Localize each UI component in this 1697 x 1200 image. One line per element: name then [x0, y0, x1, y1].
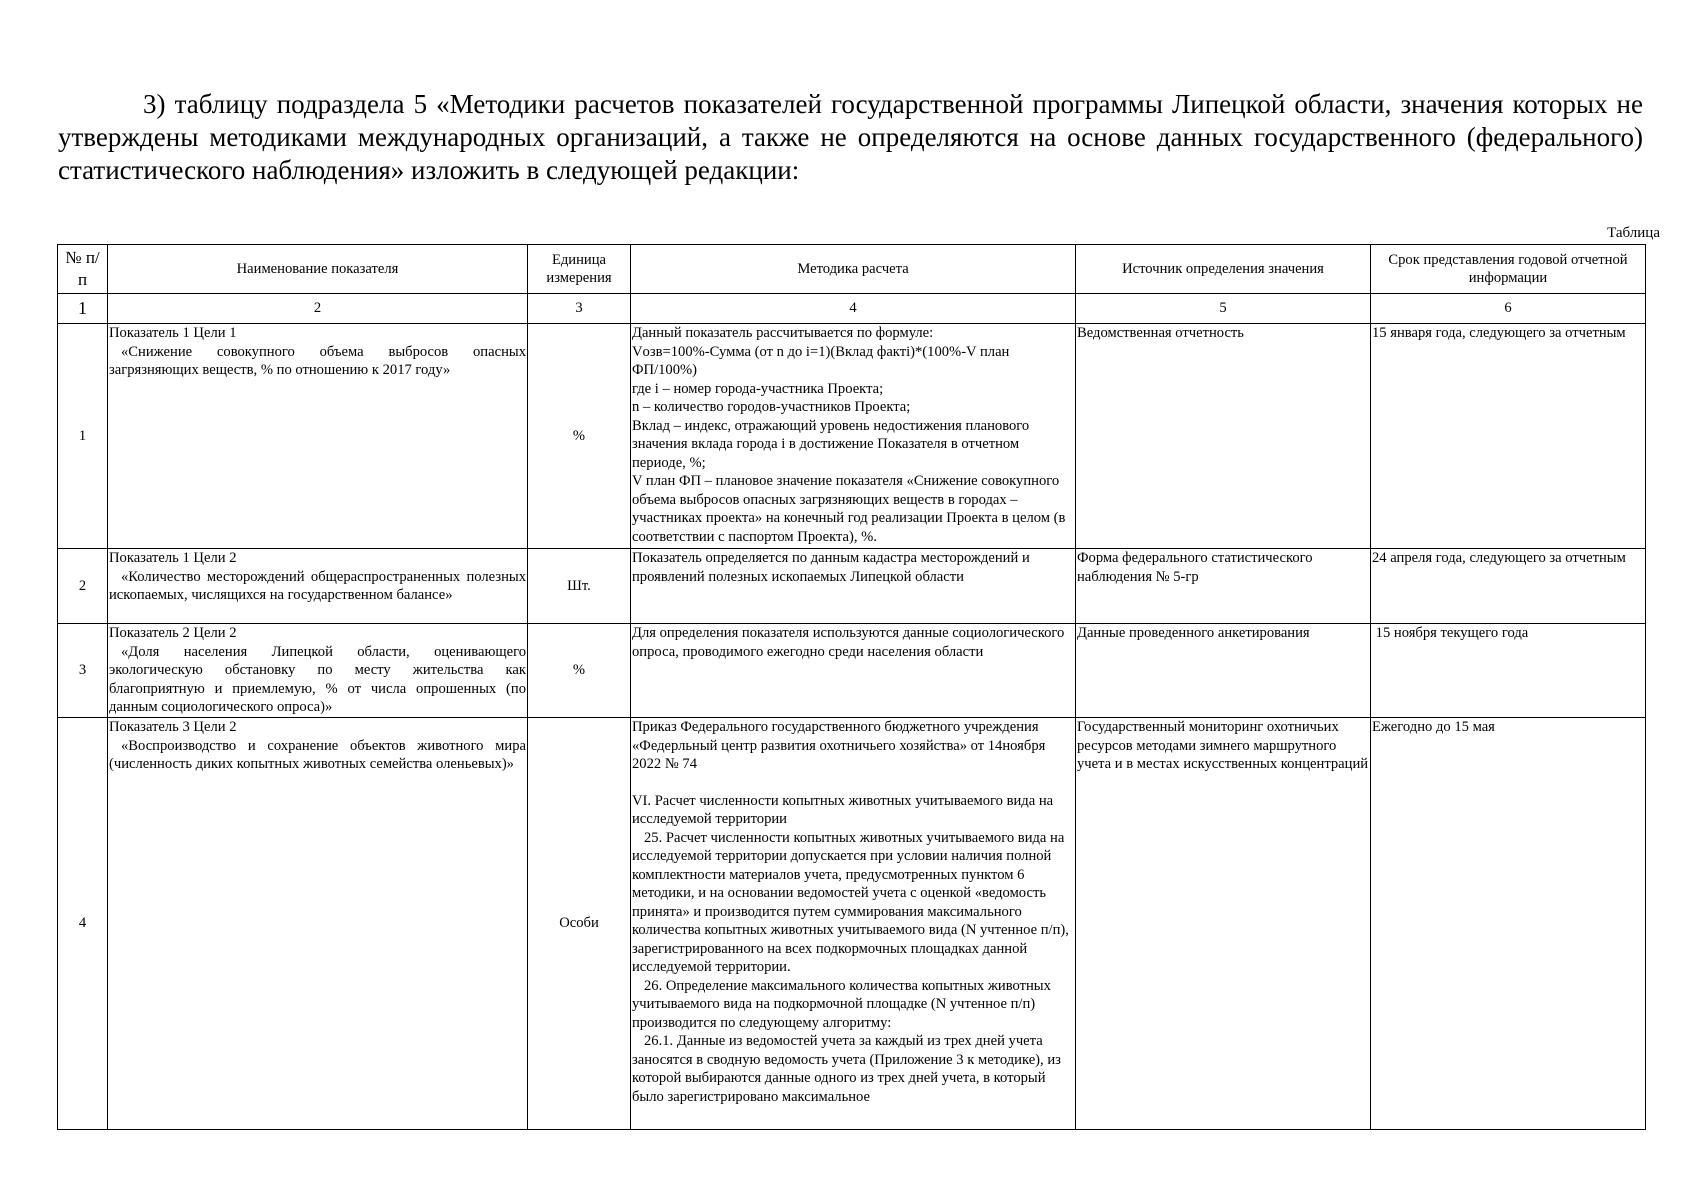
source-cell: Ведомственная отчетность	[1076, 324, 1371, 549]
table-row	[58, 549, 1646, 624]
indicator-text: «Доля населения Липецкой области, оценивающего экологическую обстановку по месту жительства как благоприятную и приемлемую, % от числа опрошенных (по данным социологического опроса)»	[109, 643, 526, 715]
table-row	[58, 718, 1646, 1130]
method-cell	[631, 549, 1076, 624]
row-number: 4	[58, 718, 108, 1130]
column-number: 6	[1371, 294, 1646, 324]
header-deadline: Срок представления годовой отчетной информации	[1371, 245, 1646, 294]
column-number: 5	[1076, 294, 1371, 324]
column-number: 3	[528, 294, 631, 324]
deadline-cell: 15 ноября текущего года	[1371, 624, 1646, 718]
unit-cell: Особи	[528, 718, 631, 1130]
indicator-name-cell	[108, 718, 528, 1130]
header-source: Источник определения значения	[1076, 245, 1371, 294]
indicator-title: Показатель 2 Цели 2	[109, 625, 237, 641]
indicator-name-cell	[108, 624, 528, 718]
indicators-table	[57, 244, 1646, 1130]
method-cell	[631, 718, 1076, 1130]
table-row	[58, 324, 1646, 549]
indicator-text: «Количество месторождений общераспространенных полезных ископаемых, числящихся на государственном балансе»	[109, 568, 526, 603]
indicator-text: «Воспроизводство и сохранение объектов животного мира (численность диких копытных животных семейства оленьевых)»	[109, 737, 526, 772]
indicator-text: «Снижение совокупного объема выбросов опасных загрязняющих веществ, % по отношению к 2017 году»	[109, 343, 526, 378]
header-name: Наименование показателя	[108, 245, 528, 294]
column-number: 4	[631, 294, 1076, 324]
method-line: 25. Расчет численности копытных животных учитываемого вида на исследуемой территории допускается при условии наличия полной комплектности материалов учета, предусмотренных пунктом 6 методики, и на основании ведомостей учета с оценкой «ведомость принята» и производится путем суммирования максимального количества копытных животных учитываемого вида (N учтенное п/п), зарегистрированного на всех подкормочных площадках данной исследуемой территории.	[632, 829, 1069, 975]
indicator-title: Показатель 1 Цели 2	[109, 550, 237, 566]
indicator-title: Показатель 3 Цели 2	[109, 719, 237, 735]
indicator-name-cell	[108, 549, 528, 624]
deadline-cell: 24 апреля года, следующего за отчетным	[1371, 549, 1646, 624]
row-number: 3	[58, 624, 108, 718]
method-line: где i – номер города-участника Проекта;	[632, 380, 884, 397]
method-cell	[631, 624, 1076, 718]
intro-paragraph: 3) таблицу подраздела 5 «Методики расчетов показателей государственной программы Липецкой области, значения которых не утверждены методиками международных организаций, а также не определяются на основе данных государственного (федерального) статистического наблюдения» изложить в следующей редакции:	[58, 89, 1643, 185]
spacer	[632, 774, 1074, 792]
unit-cell: Шт.	[528, 549, 631, 624]
row-number: 2	[58, 549, 108, 624]
header-method: Методика расчета	[631, 245, 1076, 294]
source-cell: Форма федерального статистического наблюдения № 5-гр	[1076, 549, 1371, 624]
table-row	[58, 624, 1646, 718]
method-line: 26.1. Данные из ведомостей учета за каждый из трех дней учета заносятся в сводную ведомость учета (Приложение 3 к методике), из которой выбираются данные одного из трех дней учета, в который было зарегистрировано максимальное	[632, 1033, 1061, 1105]
method-line: Данный показатель рассчитывается по формуле:	[632, 325, 934, 341]
method-line: 26. Определение максимального количества копытных животных учитываемого вида на подкормочной площадке (N учтенное п/п) производится по следующему алгоритму:	[632, 977, 1051, 1031]
method-line: n – количество городов-участников Проекта;	[632, 399, 911, 415]
indicator-title: Показатель 1 Цели 1	[109, 325, 237, 341]
header-unit: Единица измерения	[528, 245, 631, 294]
source-cell: Данные проведенного анкетирования	[1076, 624, 1371, 718]
unit-cell: %	[528, 624, 631, 718]
column-number: 2	[108, 294, 528, 324]
method-line: Показатель определяется по данным кадастра месторождений и проявлений полезных ископаемых Липецкой области	[632, 550, 1030, 585]
unit-cell: %	[528, 324, 631, 549]
method-cell	[631, 324, 1076, 549]
deadline-cell: 15 января года, следующего за отчетным	[1371, 324, 1646, 549]
method-line: V план ФП – плановое значение показателя «Снижение совокупного объема выбросов опасных загрязняющих веществ в городах – участниках проекта» на конечный год реализации Проекта в целом (в соответствии с паспортом Проекта), %.	[632, 473, 1066, 545]
method-line: VI. Расчет численности копытных животных учитываемого вида на исследуемой территории	[632, 792, 1054, 827]
header-num: № п/п	[58, 245, 108, 294]
method-intro: Приказ Федерального государственного бюджетного учреждения «Федерльный центр развития охотничьего хозяйства» от 14ноября 2022 № 74	[632, 719, 1046, 772]
table-header-row	[58, 245, 1646, 294]
row-number: 1	[58, 324, 108, 549]
method-line: Вклад – индекс, отражающий уровень недостижения планового значения вклада города i в достижение Показателя в отчетном периоде, %;	[632, 417, 1030, 471]
source-cell: Государственный мониторинг охотничьих ресурсов методами зимнего маршрутного учета и в местах искусственных концентраций	[1076, 718, 1371, 1130]
method-line: Для определения показателя используются данные социологического опроса, проводимого ежегодно среди населения области	[632, 625, 1065, 660]
method-line: Vозв=100%-Сумма (от n до i=1)(Вклад факті)*(100%-V план ФП/100%)	[632, 343, 1010, 378]
column-number: 1	[58, 294, 108, 324]
column-numbers-row	[58, 294, 1646, 324]
deadline-cell: Ежегодно до 15 мая	[1371, 718, 1646, 1130]
table-caption: Таблица	[1607, 225, 1660, 241]
indicator-name-cell	[108, 324, 528, 549]
